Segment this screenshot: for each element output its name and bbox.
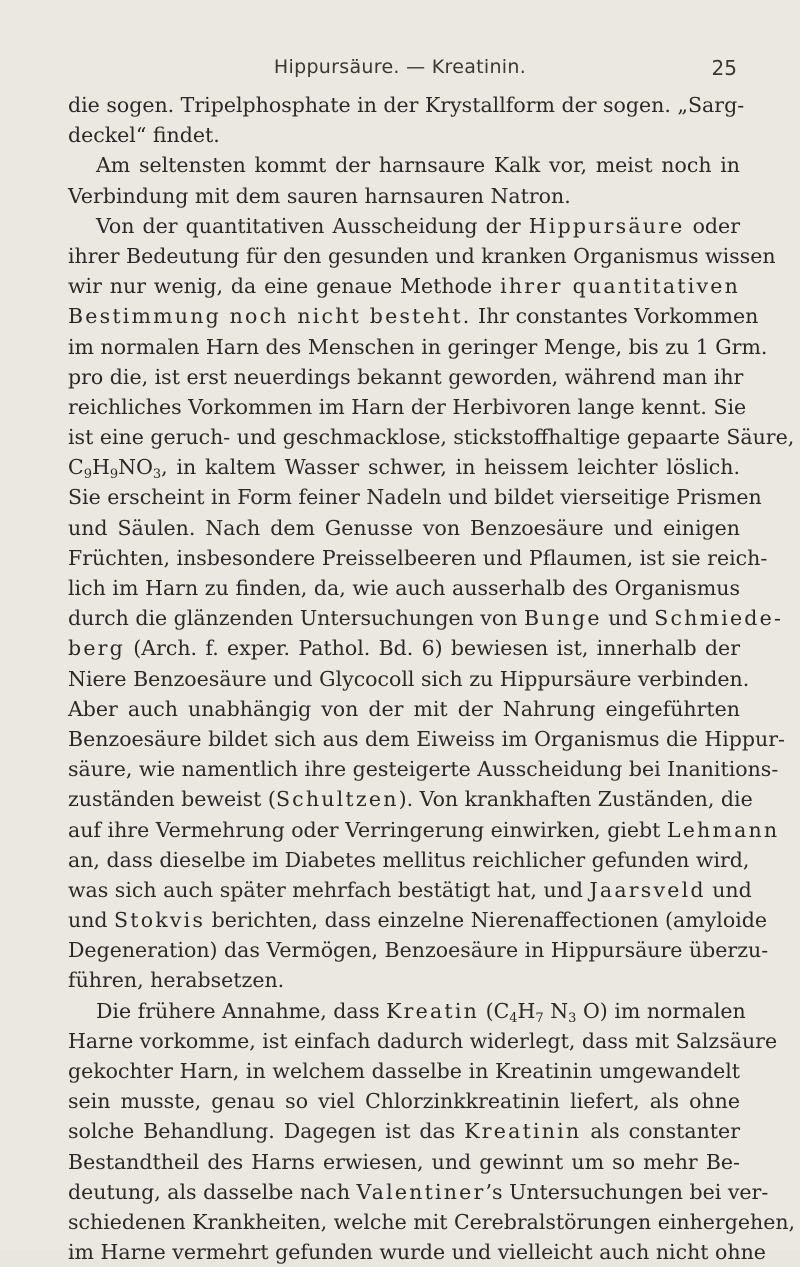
text-line: im normalen Harn des Menschen in geringer Menge, bis zu 1 Grm. bbox=[68, 334, 768, 359]
text-line: Niere Benzoesäure und Glycocoll sich zu Hippursäure verbinden. bbox=[68, 666, 750, 691]
text-run: ’s Untersuchungen bei ver- bbox=[485, 1179, 769, 1204]
emphasis-quantitativen: ihrer quantitativen bbox=[500, 274, 740, 299]
text-line bbox=[68, 633, 740, 663]
text-run: berichten, dass einzelne Nierenaffectionen (amyloide bbox=[205, 908, 768, 933]
text-line: gekochter Harn, in welchem dasselbe in Kreatinin umgewandelt bbox=[68, 1059, 740, 1083]
author-bunge: Bunge bbox=[523, 606, 602, 631]
formula-kreatin: ($C_4H_7$ $N_3$ O) bbox=[485, 998, 608, 1026]
text-line: lich im Harn zu finden, da, wie auch ausserhalb des Organismus bbox=[68, 576, 740, 600]
text-line: und Säulen. Nach dem Genusse von Benzoesäure und einigen bbox=[68, 515, 740, 540]
text-line: die sogen. Tripelphosphate in der Krystallform der sogen. „Sarg- bbox=[68, 93, 745, 117]
text-line: Degeneration) das Vermögen, Benzoesäure in Hippursäure überzu- bbox=[68, 938, 769, 963]
text-run: solche Behandlung. Dagegen ist das bbox=[68, 1119, 465, 1144]
text-run: als constanter bbox=[581, 1119, 740, 1144]
text-run: wir nur wenig, da eine genaue Methode bbox=[68, 274, 501, 299]
formula-hippursaeure: $C_9H_9NO_3$ bbox=[68, 455, 162, 483]
paragraph-start-line bbox=[68, 996, 746, 1026]
text-line: im Harne vermehrt gefunden wurde und vielleicht auch nicht ohne bbox=[68, 1240, 766, 1265]
text-line: deckel“ findet. bbox=[68, 123, 220, 148]
text-run: was sich auch später mehrfach bestätigt hat, und bbox=[68, 877, 590, 902]
text-line: reichliches Vorkommen im Harn der Herbivoren lange kennt. Sie bbox=[68, 394, 747, 419]
text-run: (Arch. f. exper. Pathol. Bd. 6) bewiesen ist, innerhalb der bbox=[124, 636, 740, 661]
text-line: Benzoesäure bildet sich aus dem Eiweiss im Organismus die Hippur- bbox=[68, 726, 785, 751]
text-line bbox=[68, 452, 740, 482]
text-line: Aber auch unabhängig von der mit der Nahrung eingeführten bbox=[68, 696, 740, 721]
emphasis-hippursaeure: Hippursäure bbox=[528, 213, 685, 238]
text-line bbox=[68, 301, 759, 331]
author-schmiedeberg: Schmiede- bbox=[654, 606, 784, 631]
text-run: im normalen bbox=[607, 998, 746, 1023]
text-run: auf ihre Vermehrung oder Verringerung einwirken, giebt bbox=[68, 817, 667, 842]
text-line: schiedenen Krankheiten, welche mit Cerebralstörungen einhergehen, bbox=[68, 1209, 796, 1234]
author-jaarsveld: Jaarsveld bbox=[589, 877, 706, 902]
author-valentiner: Valentiner bbox=[356, 1179, 486, 1204]
text-line bbox=[68, 815, 780, 845]
text-line bbox=[68, 603, 784, 633]
text-line bbox=[68, 1116, 740, 1146]
page-number: 25 bbox=[711, 56, 737, 80]
text-run: Ihr constantes Vorkommen bbox=[471, 304, 759, 329]
text-line: ihrer Bedeutung für den gesunden und kranken Organismus wissen bbox=[68, 243, 776, 268]
running-title: Hippursäure. — Kreatinin. bbox=[273, 56, 527, 78]
author-stokvis: Stokvis bbox=[114, 908, 206, 933]
text-line: führen, herabsetzen. bbox=[68, 968, 285, 993]
text-line: sein musste, genau so viel Chlorzinkkreatinin liefert, als ohne bbox=[68, 1089, 740, 1114]
emphasis-kreatinin: Kreatinin bbox=[464, 1119, 582, 1144]
text-run: und bbox=[705, 877, 752, 902]
text-line bbox=[68, 784, 753, 814]
text-run: und bbox=[68, 908, 115, 933]
text-run: zuständen beweist ( bbox=[68, 787, 276, 812]
paragraph-start-line: Am seltensten kommt der harnsaure Kalk vor, meist noch in bbox=[96, 153, 740, 178]
author-lehmann: Lehmann bbox=[666, 817, 780, 842]
emphasis-bestimmung: Bestimmung noch nicht besteht. bbox=[68, 304, 472, 329]
text-line bbox=[68, 905, 768, 935]
paragraph-start-line bbox=[68, 211, 740, 241]
text-line: säure, wie namentlich ihre gesteigerte Ausscheidung bei Inanitions- bbox=[68, 757, 779, 782]
author-schultzen: Schultzen bbox=[275, 787, 399, 812]
text-line bbox=[68, 1177, 769, 1207]
text-run: oder bbox=[684, 213, 740, 238]
text-line: an, dass dieselbe im Diabetes mellitus reichlicher gefunden wird, bbox=[68, 847, 750, 872]
emphasis-kreatin: Kreatin bbox=[386, 998, 480, 1023]
text-line: ist eine geruch- und geschmacklose, stickstoffhaltige gepaarte Säure, bbox=[68, 425, 795, 450]
text-line: Früchten, insbesondere Preisselbeeren und Pflaumen, ist sie reich- bbox=[68, 545, 768, 570]
text-run: deutung, als dasselbe nach bbox=[68, 1179, 357, 1204]
text-run: Die frühere Annahme, dass bbox=[96, 998, 387, 1023]
text-line: pro die, ist erst neuerdings bekannt geworden, während man ihr bbox=[68, 364, 744, 389]
text-line: Verbindung mit dem sauren harnsauren Natron. bbox=[68, 183, 571, 208]
text-run: und bbox=[601, 606, 655, 631]
text-line: Harne vorkomme, ist einfach dadurch widerlegt, dass mit Salzsäure bbox=[68, 1028, 778, 1053]
text-line bbox=[68, 875, 752, 905]
running-header bbox=[0, 56, 800, 82]
text-line: Sie erscheint in Form feiner Nadeln und bildet vierseitige Prismen bbox=[68, 485, 762, 510]
text-line: Bestandtheil des Harns erwiesen, und gewinnt um so mehr Be- bbox=[68, 1149, 740, 1174]
author-schmiedeberg-end: berg bbox=[68, 636, 125, 661]
text-line bbox=[68, 271, 740, 301]
body-text bbox=[68, 90, 796, 1267]
text-run: , in kaltem Wasser schwer, in heissem leichter löslich. bbox=[161, 455, 740, 480]
text-run: ). Von krankhaften Zuständen, die bbox=[398, 787, 753, 812]
text-run: Von der quantitativen Ausscheidung der bbox=[96, 213, 529, 238]
text-run: durch die glänzenden Untersuchungen von bbox=[68, 606, 524, 631]
